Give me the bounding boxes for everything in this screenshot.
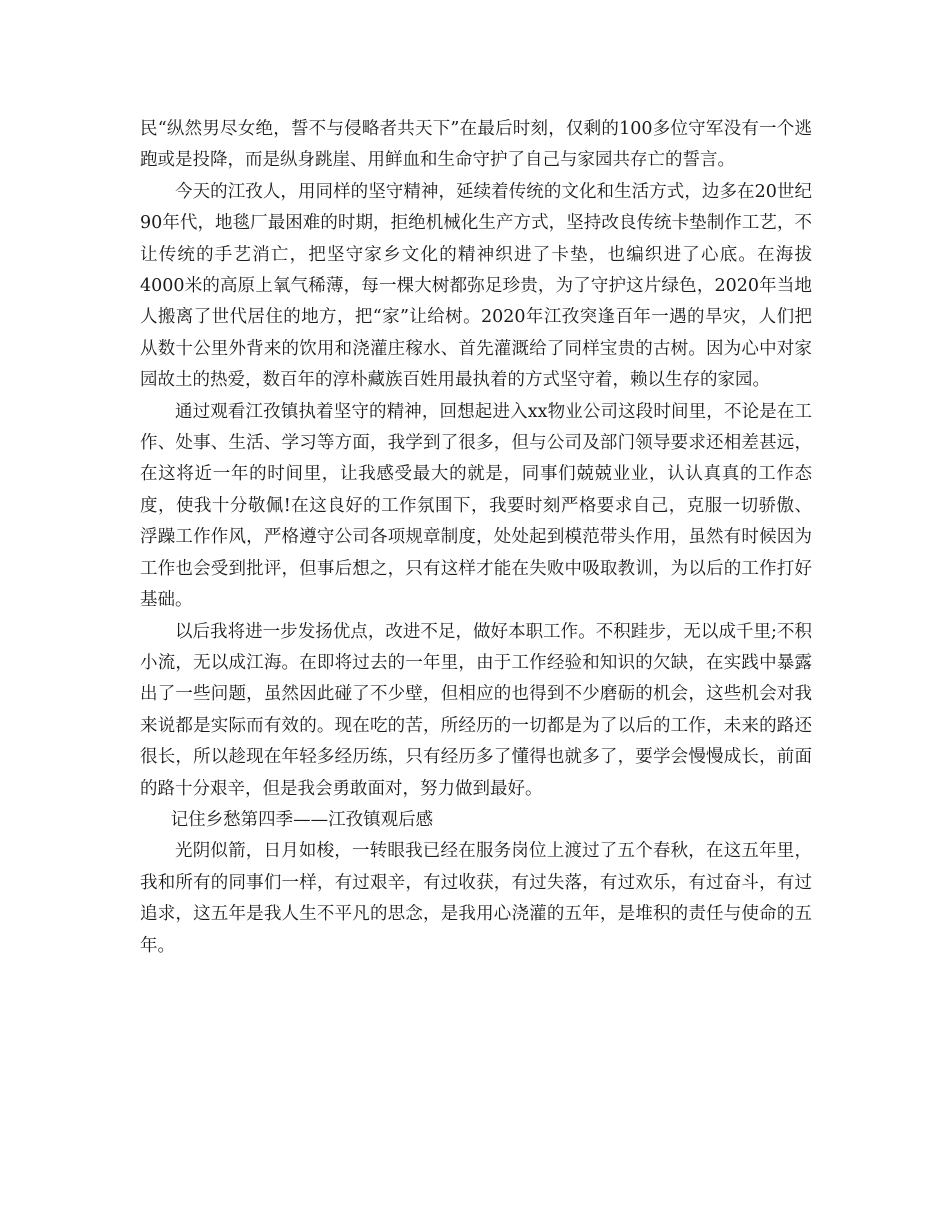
paragraph-five-years: 光阴似箭，日月如梭，一转眼我已经在服务岗位上渡过了五个春秋，在这五年里，我和所有的同事们一样，有过艰辛，有过收获，有过失落，有过欢乐，有过奋斗，有过追求，这五年是我人生不平凡的思念，是我用心浇灌的五年，是堆积的责任与使命的五年。 — [140, 841, 812, 956]
section-title: 记住乡愁第四季——江孜镇观后感 — [170, 809, 434, 830]
paragraph-jiangzi-people: 今天的江孜人，用同样的坚守精神，延续着传统的文化和生活方式，边多在20世纪90年代，地毯厂最困难的时期，拒绝机械化生产方式，坚持改良传统卡垫制作工艺，不让传统的手艺消亡，把坚守家乡文化的精神织进了卡垫，也编织进了心底。在海拔4000米的高原上氧气稀薄，每一棵大树都弥足珍贵，为了守护这片绿色，2020年当地人搬离了世代居住的地方，把“家”让给树。2020年江孜突逢百年一遇的旱灾，人们把从数十公里外背来的饮用和浇灌庄稼水、首先灌溉给了同样宝贵的古树。因为心中对家园故土的热爱，数百年的淳朴藏族百姓用最执着的方式坚守着，赖以生存的家园。 — [140, 181, 812, 391]
paragraph-continuation: 民“纵然男尽女绝，誓不与侵略者共天下”在最后时刻，仅剩的100多位守军没有一个逃跑或是投降，而是纵身跳崖、用鲜血和生命守护了自己与家园共存亡的誓言。 — [140, 119, 812, 171]
document-body — [140, 114, 812, 962]
paragraph-future-plans: 以后我将进一步发扬优点，改进不足，做好本职工作。不积跬步，无以成千里;不积小流，无以成江海。在即将过去的一年里，由于工作经验和知识的欠缺，在实践中暴露出了一些问题，虽然因此碰了不少壁，但相应的也得到不少磨砺的机会，这些机会对我来说都是实际而有效的。现在吃的苦，所经历的一切都是为了以后的工作，未来的路还很长，所以趁现在年轻多经历练，只有经历多了懂得也就多了，要学会慢慢成长，前面的路十分艰辛，但是我会勇敢面对，努力做到最好。 — [140, 621, 812, 799]
paragraph-company-reflection: 通过观看江孜镇执着坚守的精神，回想起进入xx物业公司这段时间里，不论是在工作、处事、生活、学习等方面，我学到了很多，但与公司及部门领导要求还相差甚远，在这将近一年的时间里，让我感受最大的就是，同事们兢兢业业，认认真真的工作态度，使我十分敬佩!在这良好的工作氛围下，我要时刻严格要求自己，克服一切骄傲、浮躁工作作风，严格遵守公司各项规章制度，处处起到模范带头作用，虽然有时候因为工作也会受到批评，但事后想之，只有这样才能在失败中吸取教训，为以后的工作打好基础。 — [140, 401, 812, 611]
